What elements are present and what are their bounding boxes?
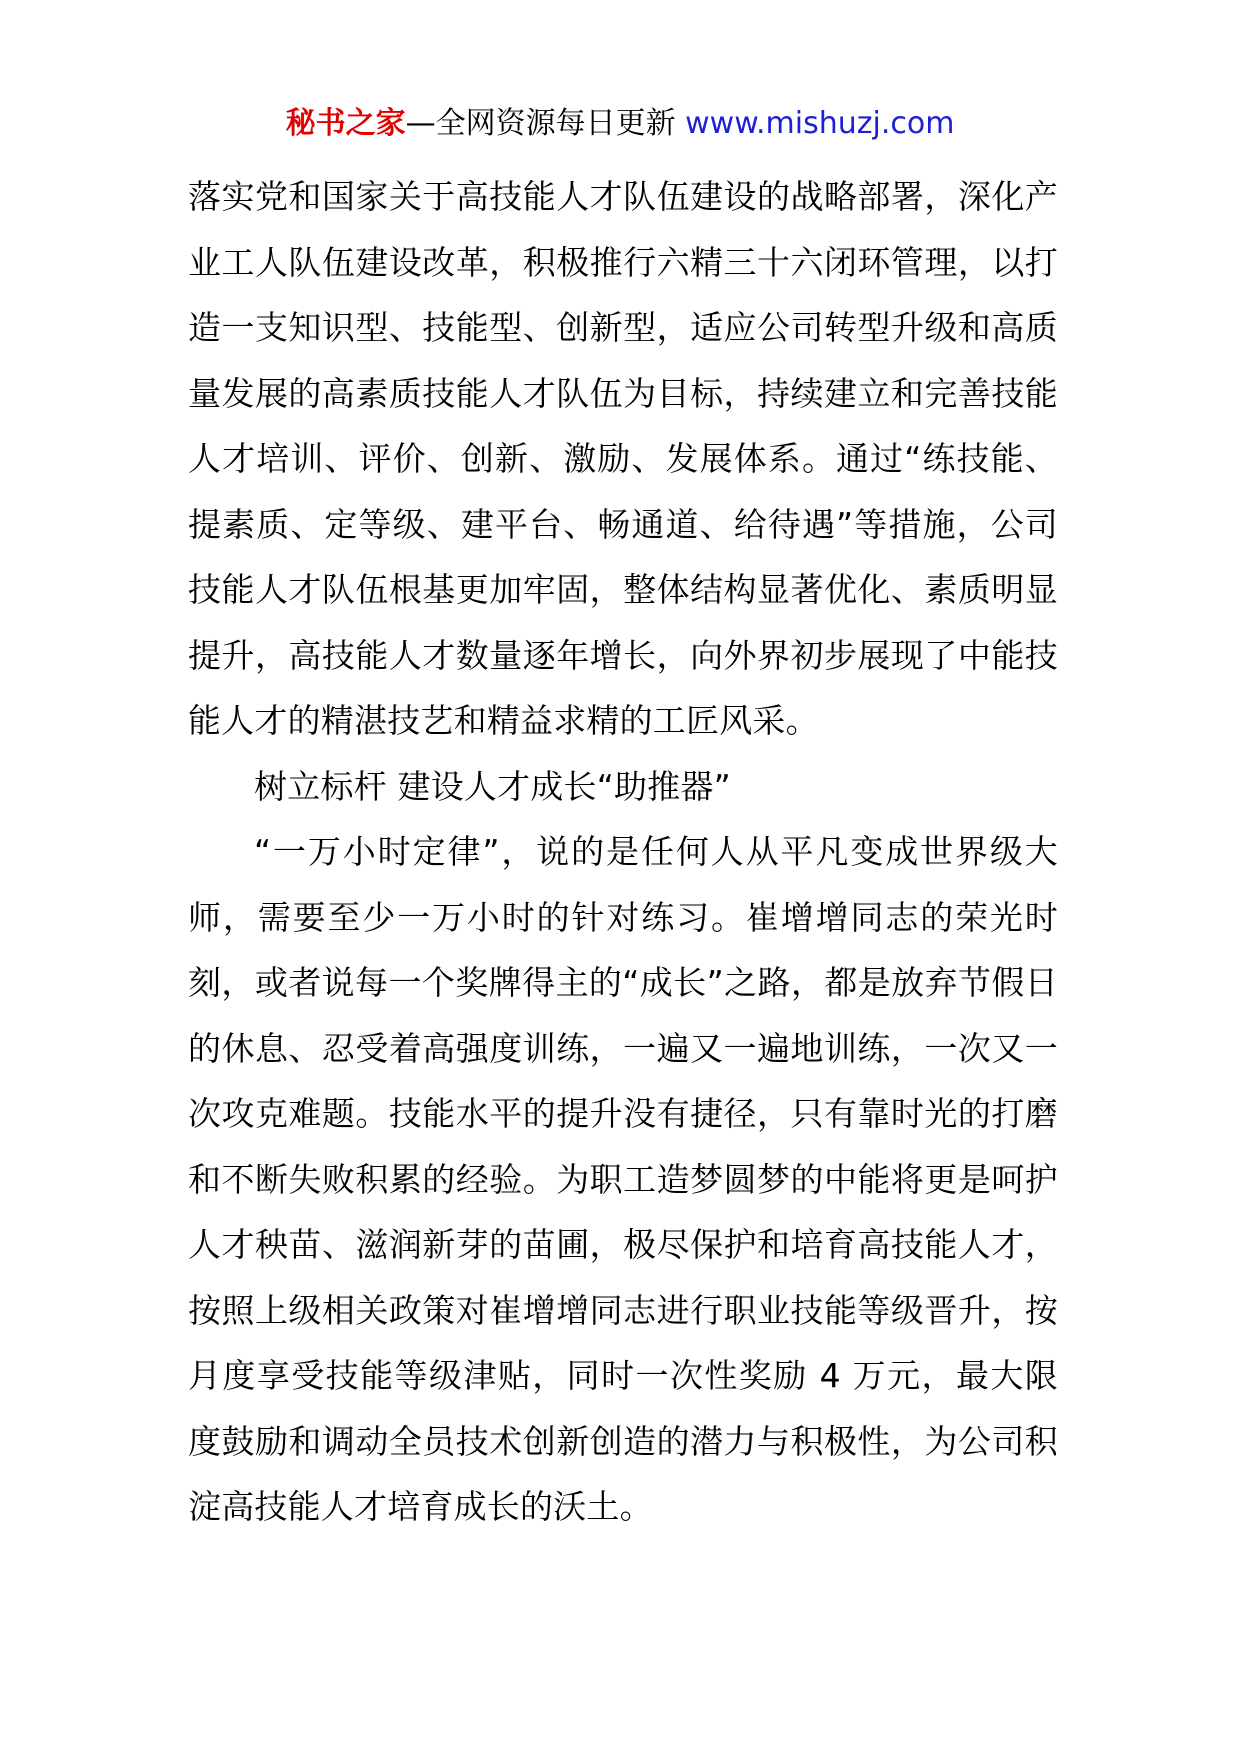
header-site-link[interactable]: www.mishuzj.com [685,106,955,141]
header-brand: 秘书之家 [285,106,406,141]
page-header [0,104,1240,144]
paragraph-ten-thousand-hours: “一万小时定律”，说的是任何人从平凡变成世界级大师，需要至少一万小时的针对练习。崔增增同志的荣光时刻，或者说每一个奖牌得主的“成长”之路，都是放弃节假日的休息、忍受着高强度训练，一遍又一遍地训练，一次又一次攻克难题。技能水平的提升没有捷径，只有靠时光的打磨和不断失败积累的经验。为职工造梦圆梦的中能将更是呵护人才秧苗、滋润新芽的苗圃，极尽保护和培育高技能人才，按照上级相关政策对崔增增同志进行职业技能等级晋升，按月度享受技能等级津贴，同时一次性奖励 4 万元，最大限度鼓励和调动全员技术创新创造的潜力与积极性，为公司积淀高技能人才培育成长的沃土。 [188,832,1058,1526]
document-body [188,164,1058,1540]
paragraph-intro: 落实党和国家关于高技能人才队伍建设的战略部署，深化产业工人队伍建设改革，积极推行六精三十六闭环管理，以打造一支知识型、技能型、创新型，适应公司转型升级和高质量发展的高素质技能人才队伍为目标，持续建立和完善技能人才培训、评价、创新、激励、发展体系。通过“练技能、提素质、定等级、建平台、畅通道、给待遇”等措施，公司技能人才队伍根基更加牢固，整体结构显著优化、素质明显提升，高技能人才数量逐年增长，向外界初步展现了中能技能人才的精湛技艺和精益求精的工匠风采。 [188,177,1058,740]
header-tagline: —全网资源每日更新 [405,106,686,141]
section-heading: 树立标杆 建设人才成长“助推器” [254,766,731,806]
